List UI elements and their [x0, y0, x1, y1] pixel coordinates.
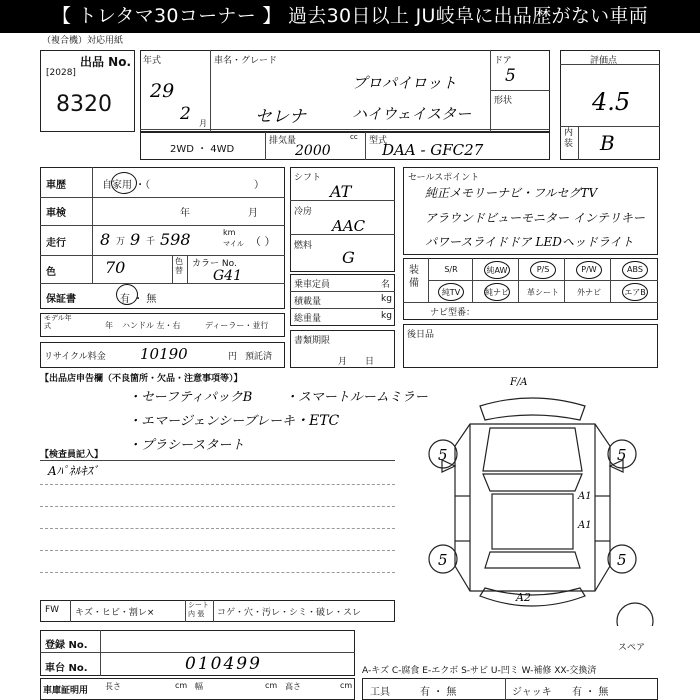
spare-label: スペア: [618, 643, 646, 653]
damage-legend: A-キズ C-腐食 E-エクボ S-サビ U-凹ミ W-補修 XX-交換済: [362, 666, 597, 676]
sales-point-line-1: 純正メモリーナビ・フルセグTV: [425, 186, 598, 200]
doors-value: 5: [505, 66, 516, 86]
jack-label: ジャッキ: [512, 687, 552, 698]
history-value: 自家用 ・（: [102, 180, 151, 191]
capacity-unit: 名: [381, 280, 391, 290]
equipment-circle-row2-1: [484, 283, 510, 301]
equipment-row1-0: S/R: [444, 265, 458, 274]
equipment-row2-1: 純ナビ: [485, 288, 509, 297]
diagram-front-mark: F/A: [510, 377, 528, 388]
load-label: 積載量: [294, 297, 322, 307]
tire-mark-rear-left: 5: [438, 551, 448, 569]
cert-col-4: 高さ: [285, 682, 301, 691]
rear-window-shape: [485, 552, 580, 568]
mileage-sen-unit: 千: [146, 237, 156, 247]
aircon-value: AAC: [332, 217, 366, 235]
equipment-row2-4: エアB: [624, 288, 646, 297]
equipment-circle-row1-3: [576, 261, 602, 279]
fw-label: FW: [45, 605, 60, 615]
front-bumper-shape: [480, 398, 585, 420]
seller-note-4: ・ETC: [295, 413, 340, 429]
shift-label: シフト: [294, 173, 322, 183]
cert-col-0: 長さ: [105, 682, 121, 691]
color-no-value: G41: [213, 268, 242, 284]
equipment-row1-4: ABS: [627, 265, 643, 274]
color-no-label: カラー No.: [192, 259, 237, 269]
equipment-row2-2: 革シート: [527, 288, 559, 297]
equipment-row1-1: 純AW: [486, 266, 508, 275]
inspection-month: 月: [248, 208, 258, 219]
equipment-circle-row1-2: [530, 261, 556, 279]
chassis-label: 車台 No.: [45, 663, 88, 674]
sheet-items: コゲ・穴・汚レ・シミ・破レ・スレ: [217, 608, 362, 618]
color-change-label: 色替: [175, 257, 183, 275]
jack-value: 有 ・ 無: [572, 687, 609, 698]
delivery-box: [403, 324, 658, 368]
hood-shape: [483, 428, 582, 471]
model-year-year: 年: [105, 321, 113, 330]
registration-label: 登録 No.: [45, 640, 88, 651]
history-close: ）: [254, 180, 264, 191]
color-label: 色: [46, 267, 56, 278]
tools-value: 有 ・ 無: [420, 687, 457, 698]
equipment-row1-3: P/W: [581, 265, 597, 274]
recycle-value: 10190: [140, 345, 188, 363]
tools-row: [362, 678, 658, 700]
sales-point-line-2: アラウンドビューモニター インテリキー: [425, 211, 645, 225]
doors-label: ドア: [494, 56, 512, 66]
inspector-label: 【検査員記入】: [40, 450, 104, 460]
cert-col-5: cm: [340, 681, 353, 690]
lot-number: 8320: [56, 92, 112, 117]
load-unit: kg: [381, 294, 392, 304]
score-label: 評価点: [590, 56, 618, 66]
equipment-circle-row2-0: [438, 283, 464, 301]
type-value: DAA - GFC27: [382, 141, 484, 159]
tire-mark-rear-right: 5: [617, 551, 627, 569]
recycle-label: リサイクル料金: [44, 352, 106, 362]
mileage-man-unit: 万: [116, 237, 126, 247]
fw-items: キズ・ヒビ・割レ×: [75, 608, 155, 618]
model-year-handle: ハンドル 左・右: [122, 321, 181, 330]
sheet-label: シート内 張: [188, 601, 209, 618]
type-label: 型式: [369, 136, 388, 146]
model-year-label: モデル年式: [44, 314, 72, 330]
tire-mark-front-left: 5: [438, 446, 448, 464]
banner-title: 【 トレタマ30コーナー 】 過去30日以上 JU岐阜に出品歴がない車両: [0, 0, 700, 33]
model-name: セレナ: [255, 107, 306, 127]
tire-mark-front-right: 5: [617, 446, 627, 464]
history-label: 車歴: [46, 180, 66, 191]
mileage-mile: マイル: [223, 240, 244, 248]
interior-value: B: [600, 131, 615, 155]
recycle-unit: 円: [228, 352, 238, 362]
equipment-circle-row2-4: [622, 283, 648, 301]
tools-label: 工具: [370, 687, 390, 698]
grade-value: プロパイロット: [352, 74, 457, 92]
warranty-label: 保証書: [46, 294, 76, 305]
lot-label: 出品 No.: [80, 55, 132, 69]
damage-mark-a1: A1: [578, 491, 592, 502]
windshield-shape: [483, 474, 582, 491]
year-month: 2: [180, 104, 191, 124]
spare-tire-shape: [617, 603, 653, 626]
displacement-unit: cc: [350, 133, 358, 141]
seller-note-3: ・エマージェンシーブレーキ: [128, 414, 295, 429]
model-variant: ハイウェイスター: [352, 105, 472, 123]
seller-note-2: ・スマートルームミラー: [285, 390, 428, 405]
nav-type-label: ナビ型番：: [430, 308, 476, 318]
lot-code: [2028]: [46, 68, 76, 78]
mileage-man: 8: [100, 230, 111, 249]
capacity-label: 乗車定員: [294, 280, 331, 290]
equipment-row2-0: 純TV: [441, 288, 461, 297]
drive-label: 2WD ・ 4WD: [170, 144, 235, 155]
mileage-label: 走行: [46, 238, 66, 249]
weight-unit: kg: [381, 311, 392, 321]
cert-label: 車庫証明用: [43, 686, 89, 696]
equipment-label: 装備: [409, 265, 419, 289]
sales-point-line-3: パワースライドドア LEDヘッドライト: [425, 235, 634, 249]
equipment-row1-2: P/S: [536, 265, 550, 274]
displacement-value: 2000: [295, 143, 331, 159]
chassis-value: 010499: [185, 654, 262, 674]
damage-mark-a1-lower: A1: [578, 520, 592, 531]
fuel-label: 燃料: [294, 241, 313, 251]
year-label: 年式: [143, 56, 162, 66]
shift-value: AT: [330, 182, 352, 201]
mileage-km: km: [223, 228, 236, 237]
inspection-label: 車検: [46, 208, 66, 219]
model-label: 車名・グレード: [214, 56, 278, 66]
weight-label: 総重量: [294, 314, 322, 324]
equipment-circle-row1-1: [484, 261, 510, 279]
cert-col-2: 幅: [195, 682, 203, 691]
mileage-sen: 9: [130, 230, 141, 249]
score-value: 4.5: [592, 88, 631, 116]
mileage-paren: （ ）: [250, 235, 276, 248]
sales-points-label: セールスポイント: [408, 173, 480, 183]
seller-notes-label: 【出品店申告欄（不良箇所・欠品・注意事項等）】: [40, 374, 243, 384]
delivery-label: 後日品: [407, 330, 435, 340]
form-subhead: （複合機）対応用紙: [42, 36, 124, 46]
displacement-label: 排気量: [269, 136, 297, 146]
body-outline: [455, 424, 610, 591]
deadline-label: 書類期限: [294, 336, 331, 346]
aircon-label: 冷房: [294, 207, 313, 217]
damage-mark-a2: A2: [516, 591, 531, 604]
interior-label: 内 装: [564, 128, 574, 149]
inspector-note: Aﾊﾟﾈﾙｷｽﾞ: [48, 464, 99, 478]
deadline-unit: 月日: [338, 357, 393, 367]
recycle-status: 預託済: [245, 352, 273, 362]
year-value: 29: [150, 80, 175, 102]
fuel-value: G: [342, 248, 355, 267]
history-circle-mark: [111, 172, 137, 194]
color-value: 70: [105, 258, 126, 277]
seller-note-5: ・プラシースタート: [128, 438, 245, 453]
shape-label: 形状: [494, 96, 513, 106]
inspection-year: 年: [180, 208, 190, 219]
car-damage-diagram[interactable]: [410, 376, 655, 626]
roof-shape: [492, 494, 573, 549]
warranty-circle-mark: [116, 284, 138, 305]
equipment-row2-3: 外ナビ: [577, 288, 601, 297]
month-unit: 月: [199, 119, 207, 128]
warranty-value: 有 ・ 無: [120, 294, 157, 305]
model-year-dealer: ディーラー・並行: [205, 321, 269, 330]
cert-col-3: cm: [265, 681, 278, 690]
seller-note-1: ・セーフティパックB: [128, 390, 253, 405]
equipment-circle-row1-4: [622, 261, 648, 279]
mileage-rest: 598: [160, 230, 191, 249]
cert-col-1: cm: [175, 681, 188, 690]
